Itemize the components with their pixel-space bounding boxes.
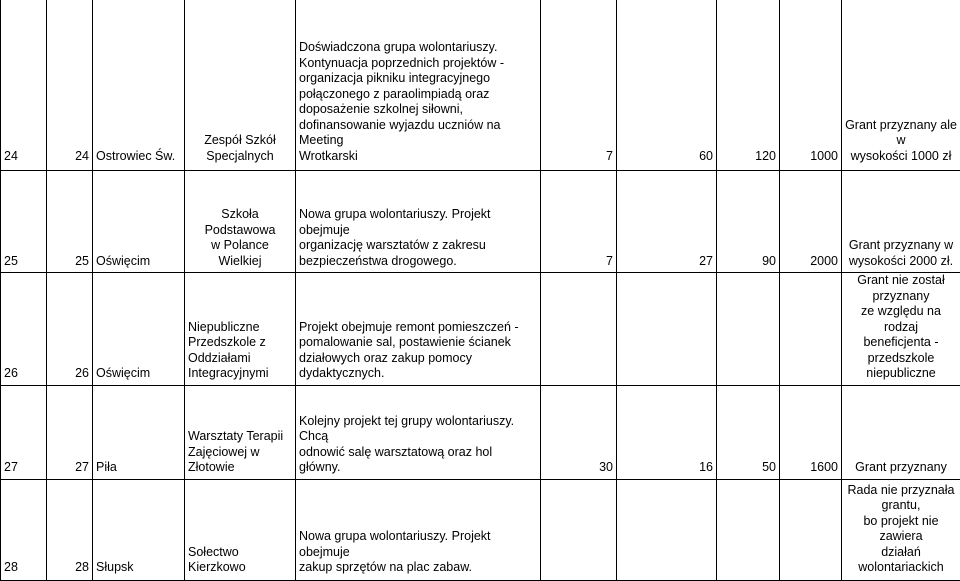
cell-nr: 26 [47, 273, 93, 386]
cell-n1 [541, 273, 617, 386]
cell-n2 [617, 273, 717, 386]
cell-name: Zespół Szkół Specjalnych [185, 0, 296, 171]
cell-city: Oświęcim [93, 273, 185, 386]
cell-lp: 24 [1, 0, 47, 171]
cell-lp: 27 [1, 385, 47, 479]
cell-name: Warsztaty Terapii Zajęciowej w Złotowie [185, 385, 296, 479]
table-row [1, 273, 960, 386]
cell-lp: 25 [1, 171, 47, 273]
cell-n3 [717, 273, 780, 386]
cell-amount [780, 273, 842, 386]
cell-n3: 120 [717, 0, 780, 171]
cell-n1 [541, 479, 617, 580]
cell-decision: Grant przyznany w wysokości 2000 zł. [842, 171, 960, 273]
cell-n3 [717, 479, 780, 580]
cell-n1: 30 [541, 385, 617, 479]
cell-n1: 7 [541, 171, 617, 273]
cell-amount: 1600 [780, 385, 842, 479]
cell-amount [780, 479, 842, 580]
cell-nr: 28 [47, 479, 93, 580]
cell-decision: Rada nie przyznała grantu, bo projekt nie zawiera działań wolontariackich [842, 479, 960, 580]
cell-name: Niepubliczne Przedszkole z Oddziałami Integracyjnymi [185, 273, 296, 386]
cell-n3: 90 [717, 171, 780, 273]
cell-amount: 1000 [780, 0, 842, 171]
cell-decision: Grant przyznany [842, 385, 960, 479]
cell-nr: 24 [47, 0, 93, 171]
cell-description: Projekt obejmuje remont pomieszczeń - pomalowanie sal, postawienie ścianek działowych oraz zakup pomocy dydaktycznych. [296, 273, 541, 386]
cell-n3: 50 [717, 385, 780, 479]
table-row [1, 0, 960, 171]
cell-city: Słupsk [93, 479, 185, 580]
cell-nr: 25 [47, 171, 93, 273]
cell-n2: 60 [617, 0, 717, 171]
cell-n2 [617, 479, 717, 580]
cell-decision: Grant nie został przyznany ze względu na rodzaj beneficjenta - przedszkole niepubliczne [842, 273, 960, 386]
cell-nr: 27 [47, 385, 93, 479]
table-row [1, 171, 960, 273]
cell-description: Doświadczona grupa wolontariuszy. Kontynuacja poprzednich projektów - organizacja pikniku integracyjnego połączonego z paraolimpiadą oraz doposażenie szkolnej siłowni, dofinansowanie wyjazdu uczniów na Meeting Wrotkarski [296, 0, 541, 171]
cell-n2: 16 [617, 385, 717, 479]
cell-lp: 28 [1, 479, 47, 580]
cell-decision: Grant przyznany ale w wysokości 1000 zł [842, 0, 960, 171]
cell-city: Ostrowiec Św. [93, 0, 185, 171]
cell-city: Piła [93, 385, 185, 479]
cell-description: Nowa grupa wolontariuszy. Projekt obejmuje organizację warsztatów z zakresu bezpieczeństwa drogowego. [296, 171, 541, 273]
table-row [1, 385, 960, 479]
cell-amount: 2000 [780, 171, 842, 273]
cell-lp: 26 [1, 273, 47, 386]
cell-name: Sołectwo Kierzkowo [185, 479, 296, 580]
cell-n1: 7 [541, 0, 617, 171]
cell-city: Oświęcim [93, 171, 185, 273]
cell-description: Kolejny projekt tej grupy wolontariuszy. Chcą odnowić salę warsztatową oraz hol główny. [296, 385, 541, 479]
table-row [1, 479, 960, 580]
cell-name: Szkoła Podstawowa w Polance Wielkiej [185, 171, 296, 273]
cell-description: Nowa grupa wolontariuszy. Projekt obejmuje zakup sprzętów na plac zabaw. [296, 479, 541, 580]
cell-n2: 27 [617, 171, 717, 273]
